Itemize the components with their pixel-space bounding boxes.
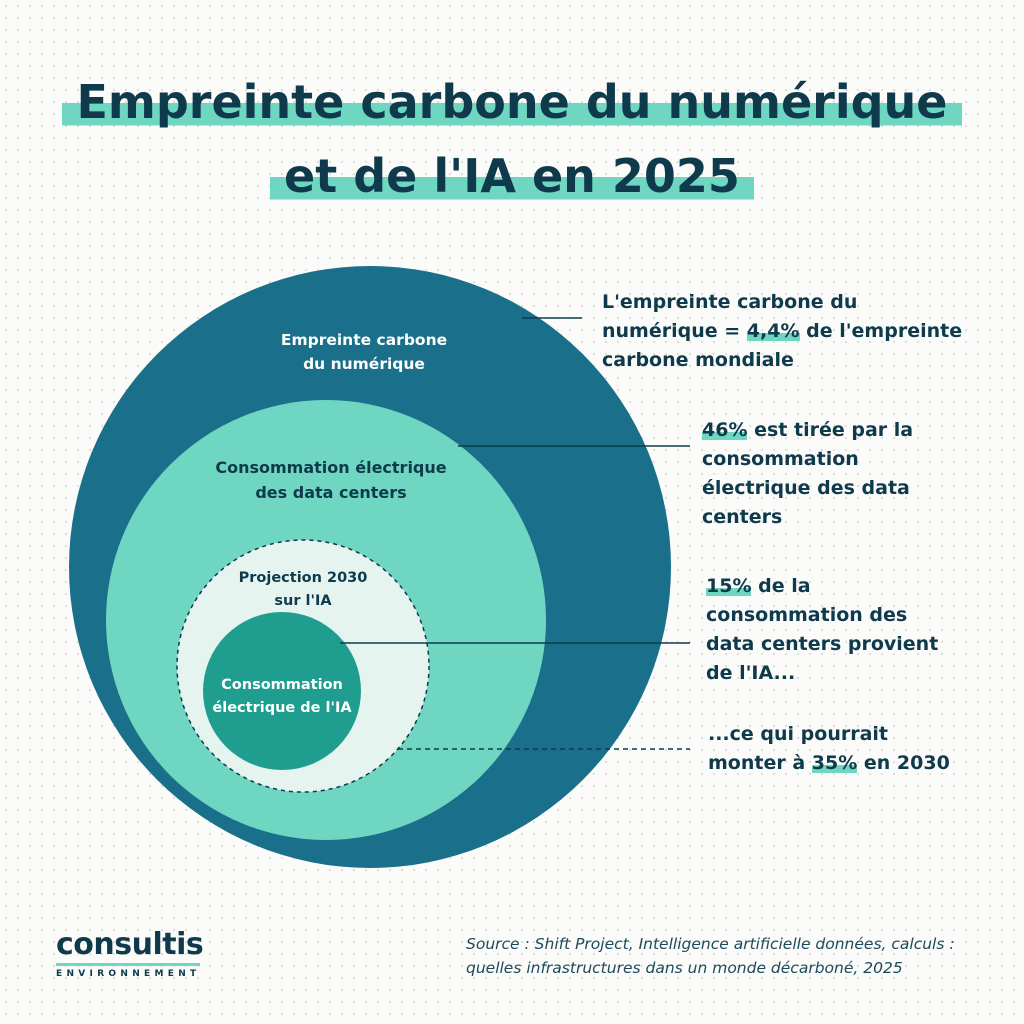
middle-label-line-1: Consommation électrique [215, 458, 447, 477]
annotation-2-line-4: centers [702, 506, 783, 528]
annotation-4-line-1: ...ce qui pourrait [708, 723, 889, 745]
source-line-1: Source : Shift Project, Intelligence artificielle données, calculs : [466, 935, 955, 953]
title-text-1: Empreinte carbone du numérique [62, 74, 961, 130]
annotation-3-value: 15% [706, 575, 752, 597]
source-citation [466, 932, 1006, 980]
logo-wordmark: consultis [56, 927, 204, 962]
annotation-3-line-4: de l'IA... [706, 662, 796, 684]
annotation-2-line-2: consommation [702, 448, 859, 470]
annotation-data-centers [702, 416, 913, 532]
outer-label-line-1: Empreinte carbone [280, 331, 448, 349]
annotation-2-line-3: électrique des data [702, 477, 910, 499]
annotation-2-value: 46% [702, 419, 748, 441]
annotation-global-share [602, 288, 962, 375]
outer-circle-label [254, 328, 474, 376]
annotation-4-prefix: monter à [708, 752, 812, 774]
annotation-3-line-1 [706, 572, 938, 601]
source-line-2: quelles infrastructures dans un monde décarboné, 2025 [466, 959, 903, 977]
annotation-3-line-3: data centers provient [706, 633, 939, 655]
logo-underline [56, 963, 200, 966]
annotation-1-line-2 [602, 317, 962, 346]
annotation-3-line-2: consommation des [706, 604, 908, 626]
annotation-1-prefix: numérique = [602, 320, 747, 342]
logo-subtitle: ENVIRONNEMENT [56, 969, 201, 979]
annotation-1-value: 4,4% [746, 320, 800, 342]
middle-label-line-2: des data centers [255, 483, 407, 502]
consultis-logo [56, 928, 206, 979]
dashed-circle-label [218, 567, 388, 613]
annotation-4-suffix: en 2030 [857, 752, 950, 774]
inner-label-line-2: électrique de l'IA [212, 700, 352, 716]
annotation-projection [708, 720, 950, 778]
inner-label-line-1: Consommation [221, 677, 343, 693]
annotation-2-line-1 [702, 416, 913, 445]
outer-label-line-2: du numérique [303, 355, 425, 373]
annotation-4-value: 35% [811, 752, 858, 774]
annotation-2-suffix: est tirée par la [747, 419, 914, 441]
dashed-label-line-1: Projection 2030 [238, 570, 368, 586]
middle-circle-label [196, 455, 466, 505]
annotation-1-line-3: carbone mondiale [602, 349, 794, 371]
annotation-1-line-1: L'empreinte carbone du [602, 291, 858, 313]
annotation-4-line-2 [708, 749, 950, 778]
inner-circle-label [202, 674, 362, 720]
annotation-ai-share [706, 572, 938, 688]
annotation-3-suffix: de la [751, 575, 811, 597]
dashed-label-line-2: sur l'IA [274, 593, 332, 609]
title-text-2: et de l'IA en 2025 [270, 148, 754, 204]
annotation-1-suffix: de l'empreinte [799, 320, 963, 342]
